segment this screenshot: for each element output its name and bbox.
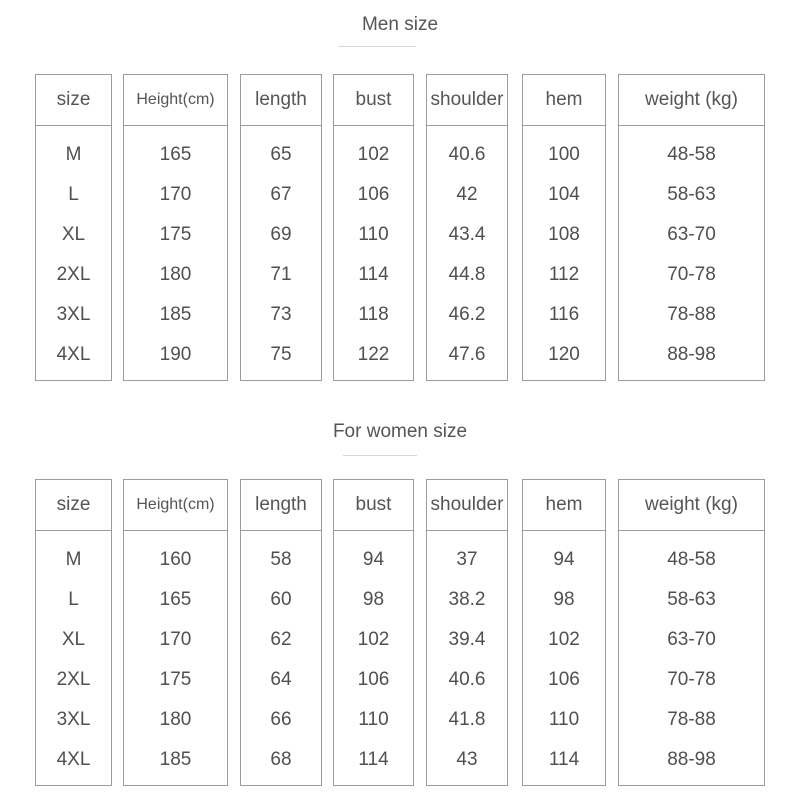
column-header-bust: bust [334, 75, 413, 126]
cell-weight: 70-78 [667, 264, 716, 285]
cell-length: 62 [270, 629, 292, 650]
cell-weight: 78-88 [667, 304, 716, 325]
men-size-title: Men size [361, 14, 439, 35]
column-header-weight: weight (kg) [619, 480, 764, 531]
cell-hem: 116 [548, 304, 580, 325]
cell-hem: 108 [548, 224, 580, 245]
cell-height: 170 [159, 184, 192, 205]
men-column-size [35, 74, 112, 381]
women-column-hem [522, 479, 606, 786]
cell-bust: 114 [358, 749, 389, 770]
women-column-shoulder [426, 479, 508, 786]
cell-size: M [65, 144, 82, 165]
cell-shoulder: 37 [456, 549, 478, 570]
column-header-weight: weight (kg) [619, 75, 764, 126]
cell-hem: 112 [548, 264, 580, 285]
cell-size: L [68, 184, 79, 205]
cell-size: M [65, 549, 82, 570]
cell-length: 69 [270, 224, 292, 245]
men-column-bust [333, 74, 414, 381]
cell-shoulder: 43 [456, 749, 478, 770]
cell-height: 180 [159, 709, 192, 730]
cell-shoulder: 38.2 [448, 589, 486, 610]
cell-shoulder: 41.8 [448, 709, 486, 730]
cell-shoulder: 44.8 [448, 264, 486, 285]
cell-shoulder: 42 [456, 184, 478, 205]
cell-hem: 120 [548, 344, 580, 365]
cell-height: 175 [159, 224, 192, 245]
men-column-hem [522, 74, 606, 381]
men-column-length [240, 74, 322, 381]
cell-size: L [68, 589, 79, 610]
women-column-height [123, 479, 228, 786]
cell-shoulder: 40.6 [448, 144, 486, 165]
cell-bust: 102 [357, 629, 390, 650]
cell-length: 71 [270, 264, 292, 285]
cell-size: 3XL [56, 304, 91, 325]
cell-weight: 78-88 [667, 709, 716, 730]
cell-length: 66 [270, 709, 292, 730]
cell-size: 3XL [56, 709, 91, 730]
men-column-shoulder [426, 74, 508, 381]
cell-height: 180 [159, 264, 192, 285]
cell-length: 60 [270, 589, 292, 610]
cell-shoulder: 46.2 [448, 304, 486, 325]
cell-length: 64 [270, 669, 292, 690]
column-header-size: size [36, 75, 111, 126]
cell-hem: 106 [548, 669, 580, 690]
women-column-length [240, 479, 322, 786]
men-column-weight [618, 74, 765, 381]
cell-height: 175 [159, 669, 192, 690]
cell-weight: 70-78 [667, 669, 716, 690]
cell-height: 190 [159, 344, 192, 365]
men-column-height [123, 74, 228, 381]
cell-shoulder: 47.6 [448, 344, 486, 365]
cell-height: 185 [159, 749, 192, 770]
cell-size: 2XL [56, 669, 91, 690]
column-header-height: Height(cm) [124, 75, 227, 126]
column-header-hem: hem [523, 75, 605, 126]
women-column-bust [333, 479, 414, 786]
cell-length: 58 [270, 549, 292, 570]
cell-hem: 102 [548, 629, 580, 650]
women-column-size [35, 479, 112, 786]
women-title-underline [343, 455, 417, 456]
column-header-hem: hem [523, 480, 605, 531]
cell-bust: 114 [358, 264, 389, 285]
cell-length: 75 [270, 344, 292, 365]
cell-bust: 110 [358, 224, 389, 245]
cell-height: 165 [159, 144, 192, 165]
cell-bust: 106 [357, 184, 390, 205]
column-header-length: length [241, 480, 321, 531]
cell-hem: 100 [548, 144, 580, 165]
column-header-height: Height(cm) [124, 480, 227, 531]
cell-length: 68 [270, 749, 292, 770]
column-header-size: size [36, 480, 111, 531]
cell-bust: 102 [357, 144, 390, 165]
cell-bust: 110 [358, 709, 389, 730]
cell-height: 165 [159, 589, 192, 610]
women-size-title: For women size [332, 421, 468, 442]
cell-bust: 98 [362, 589, 385, 610]
cell-size: 4XL [56, 344, 91, 365]
cell-weight: 63-70 [667, 629, 716, 650]
cell-hem: 98 [553, 589, 575, 610]
cell-weight: 58-63 [667, 589, 716, 610]
cell-length: 73 [270, 304, 292, 325]
column-header-length: length [241, 75, 321, 126]
women-size-table [0, 479, 800, 789]
cell-bust: 118 [358, 304, 389, 325]
cell-hem: 114 [548, 749, 580, 770]
cell-bust: 94 [362, 549, 385, 570]
cell-weight: 58-63 [667, 184, 716, 205]
cell-shoulder: 40.6 [448, 669, 486, 690]
cell-height: 160 [159, 549, 192, 570]
cell-shoulder: 39.4 [448, 629, 486, 650]
cell-bust: 122 [357, 344, 390, 365]
column-header-shoulder: shoulder [427, 480, 507, 531]
cell-size: 4XL [56, 749, 91, 770]
men-size-table [0, 74, 800, 384]
column-header-bust: bust [334, 480, 413, 531]
cell-hem: 104 [548, 184, 580, 205]
cell-size: 2XL [56, 264, 91, 285]
cell-hem: 110 [548, 709, 580, 730]
men-title-underline [338, 46, 416, 47]
cell-length: 67 [270, 184, 292, 205]
cell-height: 170 [159, 629, 192, 650]
cell-bust: 106 [357, 669, 390, 690]
cell-weight: 48-58 [667, 549, 716, 570]
cell-size: XL [61, 629, 86, 650]
cell-size: XL [61, 224, 86, 245]
cell-weight: 88-98 [667, 344, 716, 365]
cell-weight: 48-58 [667, 144, 716, 165]
cell-hem: 94 [553, 549, 575, 570]
column-header-shoulder: shoulder [427, 75, 507, 126]
cell-length: 65 [270, 144, 292, 165]
cell-weight: 63-70 [667, 224, 716, 245]
cell-height: 185 [159, 304, 192, 325]
women-column-weight [618, 479, 765, 786]
cell-weight: 88-98 [667, 749, 716, 770]
cell-shoulder: 43.4 [448, 224, 486, 245]
